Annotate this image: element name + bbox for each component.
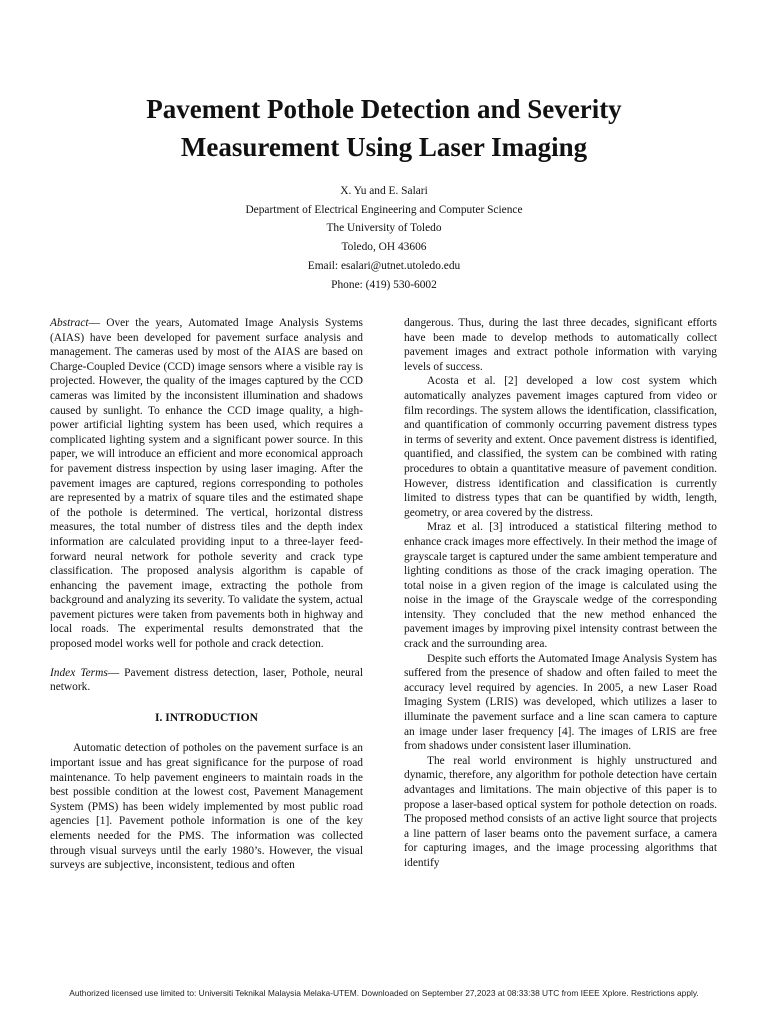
author-phone: Phone: (419) 530-6002 [331, 278, 437, 291]
intro-paragraph-2: Acosta et al. [2] developed a low cost system which automatically analyzes pavement images captured from video or film recordings. The system allows the identification, classification, and quantification of commonly occurring pavement distress types in terms of severity and extent. Once pavement distress is identified, quantified, and classified, the system can be combined with rating procedures to obtain a quantitative measure of pavement condition. However, distress identification and classification is currently limited to distress types that can be quantified by width, length, geometry, or area covered by the distress. [404, 375, 717, 519]
intro-paragraph-1: Automatic detection of potholes on the pavement surface is an important issue and has great significance for the purpose of road maintenance. To help pavement engineers to maintain roads in the best possible condition at the lowest cost, Pavement Management System (PMS) has been widely implemented by most public road agencies [1]. Pavement pothole information is one of the key elements needed for the PMS. The information was collected through visual surveys until the early 1980’s. However, the visual surveys are subjective, inconsistent, tedious and often [50, 742, 363, 872]
author-names: X. Yu and E. Salari [340, 185, 428, 197]
index-terms-dash: — [107, 666, 120, 679]
section-heading-introduction: I. INTRODUCTION [154, 710, 259, 724]
author-email: Email: esalari@utnet.utoledo.edu [307, 259, 461, 272]
author-block [60, 182, 708, 294]
left-column [50, 316, 363, 873]
author-university: The University of Toledo [326, 222, 442, 235]
paper-title [40, 90, 728, 166]
intro-paragraph-4: Despite such efforts the Automated Image Analysis System has suffered from the presence of shadow and often failed to meet the accuracy level required by agencies. In 2005, a new Laser Road Imaging System (LRIS) was developed, which utilizes a laser to illuminate the pavement surface and a line scan camera to capture an image under laser frequency [4]. The images of LRIS are free from shadows under consistent laser illumination. [404, 652, 717, 753]
abstract-paragraph [50, 316, 363, 652]
index-terms-label: Index Terms [50, 666, 108, 679]
intro-paragraph-1-continued: dangerous. Thus, during the last three decades, significant efforts have been made to develop methods to automatically collect pavement images and extract pothole information with varying levels of success. [404, 317, 717, 373]
abstract-label: Abstract [50, 317, 89, 329]
right-column [404, 316, 717, 871]
abstract-text: Over the years, Automated Image Analysis Systems (AIAS) have been developed for pavement surface analysis and management. The cameras used by most of the AIAS are based on Charge-Coupled Device (CCD) image sensors where a visible ray is projected. However, the quality of the images captured by the CCD cameras was limited by the inconsistent illumination and shadows caused by sunlight. To enhance the CCD image quality, a high-power artificial lighting system has been used, which requires a complicated lighting system and a significant power source. In this paper, we will introduce an efficient and more economical approach for pavement distress inspection by using laser imaging. After the pavement images are captured, regions corresponding to potholes are represented by a matrix of square tiles and the estimated shape of the pothole is determined. The vertical, horizontal distress measures, the total number of distress tiles and the depth index information are calculated providing input to a three-layer feed-forward neural network for pothole severity and crack type classification. The proposed analysis algorithm is capable of enhancing the pavement image, extracting the pothole from background and analyzing its severity. To validate the system, actual pavement pictures were taken from pavements both in highway and local roads. The experimental results demonstrated that the proposed model works well for pothole and crack detection. [50, 317, 363, 651]
intro-paragraph-3: Mraz et al. [3] introduced a statistical filtering method to enhance crack images more effectively. In their method the image of grayscale target is captured under the same ambient temperature and lighting conditions as those of the crack imaging operation. The total noise in a given region of the image is calculated using the noise in the image of the Grayscale wedge of the corresponding intensity. They concluded that the new method enhanced the pavement images by improving pixel intensity contrast between the crack and the surrounding area. [404, 521, 717, 651]
title-line-2: Measurement Using Laser Imaging [180, 132, 588, 162]
index-terms-text: Pavement distress detection, laser, Pothole, neural network. [50, 666, 363, 694]
intro-paragraph-5: The real world environment is highly unstructured and dynamic, therefore, any algorithm for pothole detection have certain advantages and limitations. The main objective of this paper is to propose a laser-based optical system for pothole detection on roads. The proposed method consists of an active light source that projects a line pattern of laser beams onto the pavement surface, a camera for capturing images, and the image processing algorithms that identify [404, 754, 717, 869]
abstract-dash: — [88, 317, 100, 329]
title-line-1: Pavement Pothole Detection and Severity [146, 94, 622, 124]
ieee-xplore-license-footer: Authorized licensed use limited to: Universiti Teknikal Malaysia Melaka-UTEM. Downloaded on September 27,2023 at 08:33:38 UTC from IEEE Xplore. Restrictions apply. [69, 988, 699, 998]
index-terms-paragraph [50, 666, 363, 695]
author-department: Department of Electrical Engineering and Computer Science [245, 203, 523, 216]
author-city: Toledo, OH 43606 [341, 241, 427, 254]
